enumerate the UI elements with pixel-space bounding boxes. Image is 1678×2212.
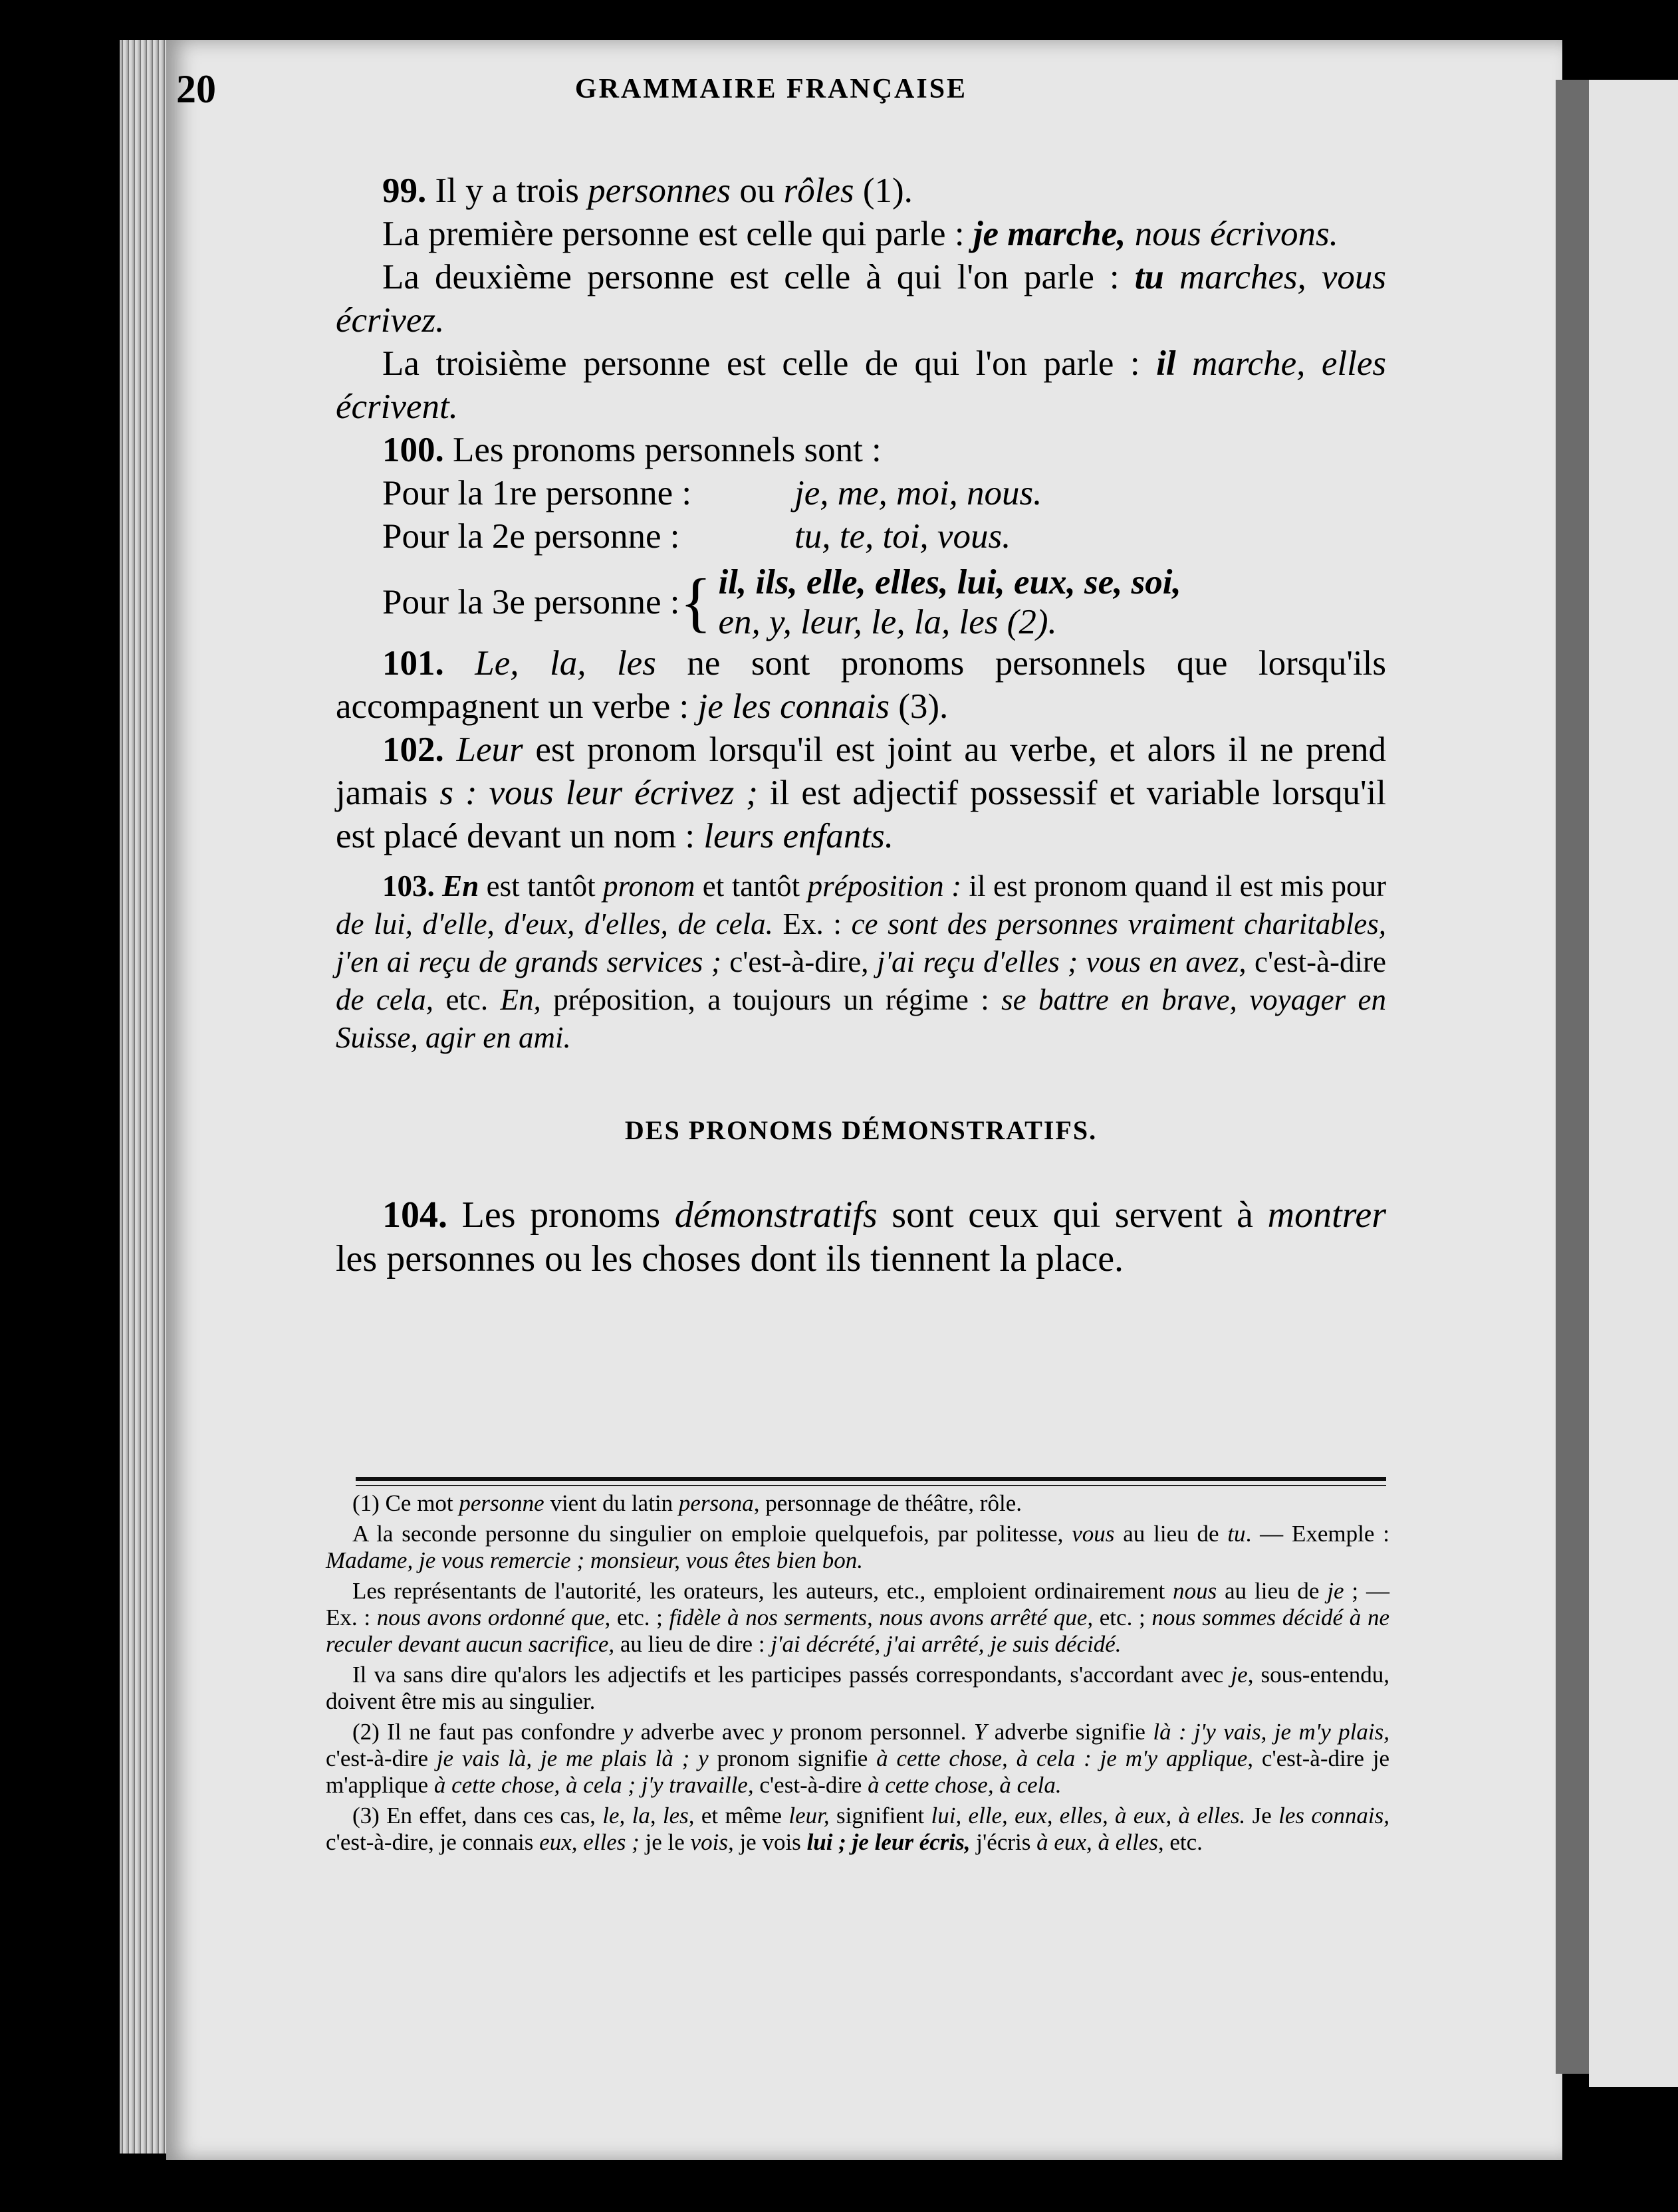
text: je vois xyxy=(733,1829,807,1855)
footnotes xyxy=(326,1490,1389,1860)
text: A la seconde personne du singulier on emploie quelquefois, par politesse, xyxy=(352,1521,1072,1547)
example: de lui, d'elle, d'eux, d'elles, de cela. xyxy=(336,907,773,940)
text: il est adjectif possessif et variable lorsqu'il est placé devant un nom : xyxy=(336,774,1386,855)
example: j'ai décrété, j'ai arrêté, je suis décidé. xyxy=(771,1631,1122,1657)
emphasis: personnes xyxy=(588,171,731,210)
text: au lieu de xyxy=(1217,1578,1328,1604)
emphasis: En xyxy=(434,869,479,903)
pronoun-list xyxy=(718,562,1181,642)
emphasis: Leur xyxy=(443,730,523,769)
text: Je xyxy=(1245,1803,1279,1828)
facing-page-edge xyxy=(1589,80,1678,2087)
footnote-rule-thin xyxy=(356,1485,1386,1486)
example: vois, xyxy=(690,1829,734,1855)
text: signifient xyxy=(829,1803,931,1828)
text: vient du latin xyxy=(544,1490,679,1516)
text: c'est-à-dire, xyxy=(721,945,877,978)
paragraph-number: 101. xyxy=(382,644,444,683)
paragraph-number: 99. xyxy=(382,171,427,210)
text: au lieu de dire : xyxy=(614,1631,771,1657)
emphasis: Le, la, les xyxy=(443,644,656,683)
example: marche, elles écrivent. xyxy=(336,344,1386,426)
emphasis: préposition : xyxy=(807,869,962,903)
emphasis: nous xyxy=(1173,1578,1217,1604)
example: nous sommes décidé à ne reculer devant aucun sacrifice, xyxy=(326,1604,1389,1657)
emphasis: pronom xyxy=(603,869,695,903)
emphasis: je xyxy=(1231,1662,1248,1688)
paragraph-99 xyxy=(336,169,1386,213)
footnote-1-agreement xyxy=(326,1662,1389,1715)
text: Les pronoms xyxy=(447,1194,675,1236)
example: lui, elle, eux, elles, à eux, à elles. xyxy=(931,1803,1246,1828)
emphasis: y xyxy=(772,1719,782,1745)
text: Les pronoms personnels sont : xyxy=(443,431,882,469)
paragraph-100 xyxy=(336,429,1386,472)
emphasis: leur, xyxy=(788,1803,830,1828)
text: c'est-à-dire xyxy=(1246,945,1386,978)
example: il xyxy=(1156,344,1176,383)
section-title: DES PRONOMS DÉMONSTRATIFS. xyxy=(624,1115,1098,1145)
page-header xyxy=(176,66,1366,120)
pronoun-row-2 xyxy=(336,515,1386,558)
pronoun-list: je, me, moi, nous. xyxy=(794,474,1042,512)
text: La première personne est celle qui parle : xyxy=(382,215,973,253)
emphasis: Y xyxy=(973,1719,987,1745)
text: préposition, a toujours un régime : xyxy=(540,983,1002,1016)
text: (1) Ce mot xyxy=(352,1490,459,1516)
text: La deuxième personne est celle à qui l'on parle : xyxy=(382,258,1135,296)
pronoun-row-1 xyxy=(336,472,1386,515)
text: les personnes ou les choses dont ils tiennent la place. xyxy=(336,1238,1124,1279)
example: nous avons ordonné que, xyxy=(376,1604,611,1630)
example: j'ai reçu d'elles ; vous en avez, xyxy=(876,945,1247,978)
text: c'est-à-dire xyxy=(326,1745,437,1771)
footnote-1-politeness xyxy=(326,1521,1389,1574)
example: les connais, xyxy=(1278,1803,1389,1828)
text: ou xyxy=(731,171,784,210)
example: à cette chose, à cela : je m'y applique, xyxy=(876,1745,1254,1771)
example: ce sont des personnes vraiment charitables, j'en ai reçu de grands services ; xyxy=(336,907,1386,978)
text: La troisième personne est celle de qui l'on parle : xyxy=(382,344,1157,383)
emphasis: y xyxy=(622,1719,634,1745)
paragraph-101 xyxy=(336,642,1386,728)
text: et tantôt xyxy=(695,869,808,903)
example: à cette chose, à cela. xyxy=(868,1772,1062,1798)
main-text xyxy=(336,169,1386,1281)
text: c'est-à-dire xyxy=(753,1772,868,1798)
text: au lieu de xyxy=(1114,1521,1228,1547)
text: Ex. : xyxy=(773,907,852,940)
text: sont ceux qui servent à xyxy=(877,1194,1268,1236)
example: marches, vous écrivez. xyxy=(336,258,1386,340)
text: adverbe avec xyxy=(633,1719,773,1745)
page-gutter-shadow xyxy=(1556,80,1589,2074)
text: Les représentants de l'autorité, les orateurs, les auteurs, etc., emploient ordinairement xyxy=(352,1578,1173,1604)
text: c'est-à-dire je m'applique xyxy=(326,1745,1389,1798)
book-edge xyxy=(120,40,173,2154)
example: tu xyxy=(1134,258,1164,296)
text: (3). xyxy=(890,687,949,726)
emphasis: je xyxy=(1327,1578,1344,1604)
example: à eux, à elles, xyxy=(1036,1829,1164,1855)
example: s : vous leur écrivez ; xyxy=(439,774,758,812)
example: nous écrivons. xyxy=(1126,215,1338,253)
emphasis: démonstratifs xyxy=(674,1194,878,1236)
pronoun-label: Pour la 1re personne : xyxy=(382,474,692,512)
example: à cette chose, à cela ; j'y travaille, xyxy=(433,1772,754,1798)
example: lui ; je leur écris, xyxy=(806,1829,971,1855)
text: Il y a trois xyxy=(426,171,588,210)
text: ; — Ex. : xyxy=(326,1578,1389,1630)
text: (3) En effet, dans ces cas, xyxy=(352,1803,603,1828)
pronoun-label: Pour la 3e personne : xyxy=(382,582,680,621)
text: (2) Il ne faut pas confondre xyxy=(352,1719,623,1745)
text: etc. xyxy=(1163,1829,1203,1855)
pronoun-line: en, y, leur, le, la, les (2). xyxy=(718,603,1057,641)
text: je le xyxy=(639,1829,691,1855)
example: eux, elles ; xyxy=(539,1829,640,1855)
text: j'écris xyxy=(970,1829,1037,1855)
emphasis: tu xyxy=(1227,1521,1246,1547)
example: de cela, xyxy=(336,983,434,1016)
pronoun-label: Pour la 2e personne : xyxy=(382,517,680,556)
footnote-2 xyxy=(326,1719,1389,1799)
paragraph-number: 104. xyxy=(382,1194,447,1236)
paragraph-99-second-person xyxy=(336,256,1386,342)
paragraph-103 xyxy=(336,867,1386,1057)
paragraph-number: 102. xyxy=(382,730,444,769)
paragraph-number: 103. xyxy=(382,869,435,903)
text: ne sont pronoms personnels que lorsqu'ils accompagnent un verbe : xyxy=(336,644,1386,726)
emphasis: rôles xyxy=(783,171,854,210)
paragraph-number: 100. xyxy=(382,431,444,469)
text: , sous-entendu, doivent être mis au singulier. xyxy=(326,1662,1389,1714)
text: et même xyxy=(694,1803,789,1828)
text: est tantôt xyxy=(479,869,604,903)
text: pronom personnel. xyxy=(782,1719,974,1745)
text: . — Exemple : xyxy=(1245,1521,1389,1547)
paragraph-99-first-person xyxy=(336,213,1386,256)
text: pronom signifie xyxy=(708,1745,877,1771)
example: là : j'y vais, je m'y plais, xyxy=(1153,1719,1389,1745)
emphasis: montrer xyxy=(1267,1194,1387,1236)
footnote-3 xyxy=(326,1803,1389,1856)
example: je marche, xyxy=(973,215,1126,253)
emphasis: vous xyxy=(1072,1521,1115,1547)
text: etc. xyxy=(433,983,501,1016)
page-number: 20 xyxy=(176,67,216,111)
text: adverbe signifie xyxy=(987,1719,1153,1745)
text: , personnage de théâtre, rôle. xyxy=(753,1490,1022,1516)
text: est pronom lorsqu'il est joint au verbe, et alors il ne prend jamais xyxy=(336,730,1386,812)
example: fidèle à nos serments, nous avons arrêté que, xyxy=(669,1604,1094,1630)
text: il est pronom quand il est mis pour xyxy=(961,869,1386,903)
text: c'est-à-dire, je connais xyxy=(326,1829,540,1855)
text: etc. ; xyxy=(610,1604,669,1630)
paragraph-99-third-person xyxy=(336,342,1386,429)
brace-glyph: { xyxy=(679,565,712,639)
emphasis: le, la, les, xyxy=(602,1803,695,1828)
footnote-1 xyxy=(326,1490,1389,1517)
pronoun-row-3 xyxy=(336,562,1386,642)
text: (1). xyxy=(854,171,913,210)
example: se battre en brave, voyager en Suisse, agir en ami. xyxy=(336,983,1386,1054)
example: je vais là, je me plais là ; y xyxy=(436,1745,709,1771)
example: Madame, je vous remercie ; monsieur, vous êtes bien bon. xyxy=(326,1547,864,1573)
paragraph-102 xyxy=(336,728,1386,858)
pronoun-line: il, ils, elle, elles, lui, eux, se, soi, xyxy=(718,563,1181,602)
emphasis: persona xyxy=(678,1490,754,1516)
text: etc. ; xyxy=(1093,1604,1152,1630)
example: je les connais xyxy=(697,687,890,726)
pronoun-list: tu, te, toi, vous. xyxy=(794,517,1011,556)
paragraph-104 xyxy=(336,1193,1386,1281)
running-title: GRAMMAIRE FRANÇAISE xyxy=(574,74,968,104)
example: leurs enfants. xyxy=(703,817,894,855)
emphasis: personne xyxy=(459,1490,544,1516)
footnote-1-authority xyxy=(326,1578,1389,1658)
example: En, xyxy=(500,983,541,1016)
text: Il va sans dire qu'alors les adjectifs et les participes passés correspondants, s'accordant avec xyxy=(352,1662,1231,1688)
footnote-rule xyxy=(356,1477,1386,1481)
